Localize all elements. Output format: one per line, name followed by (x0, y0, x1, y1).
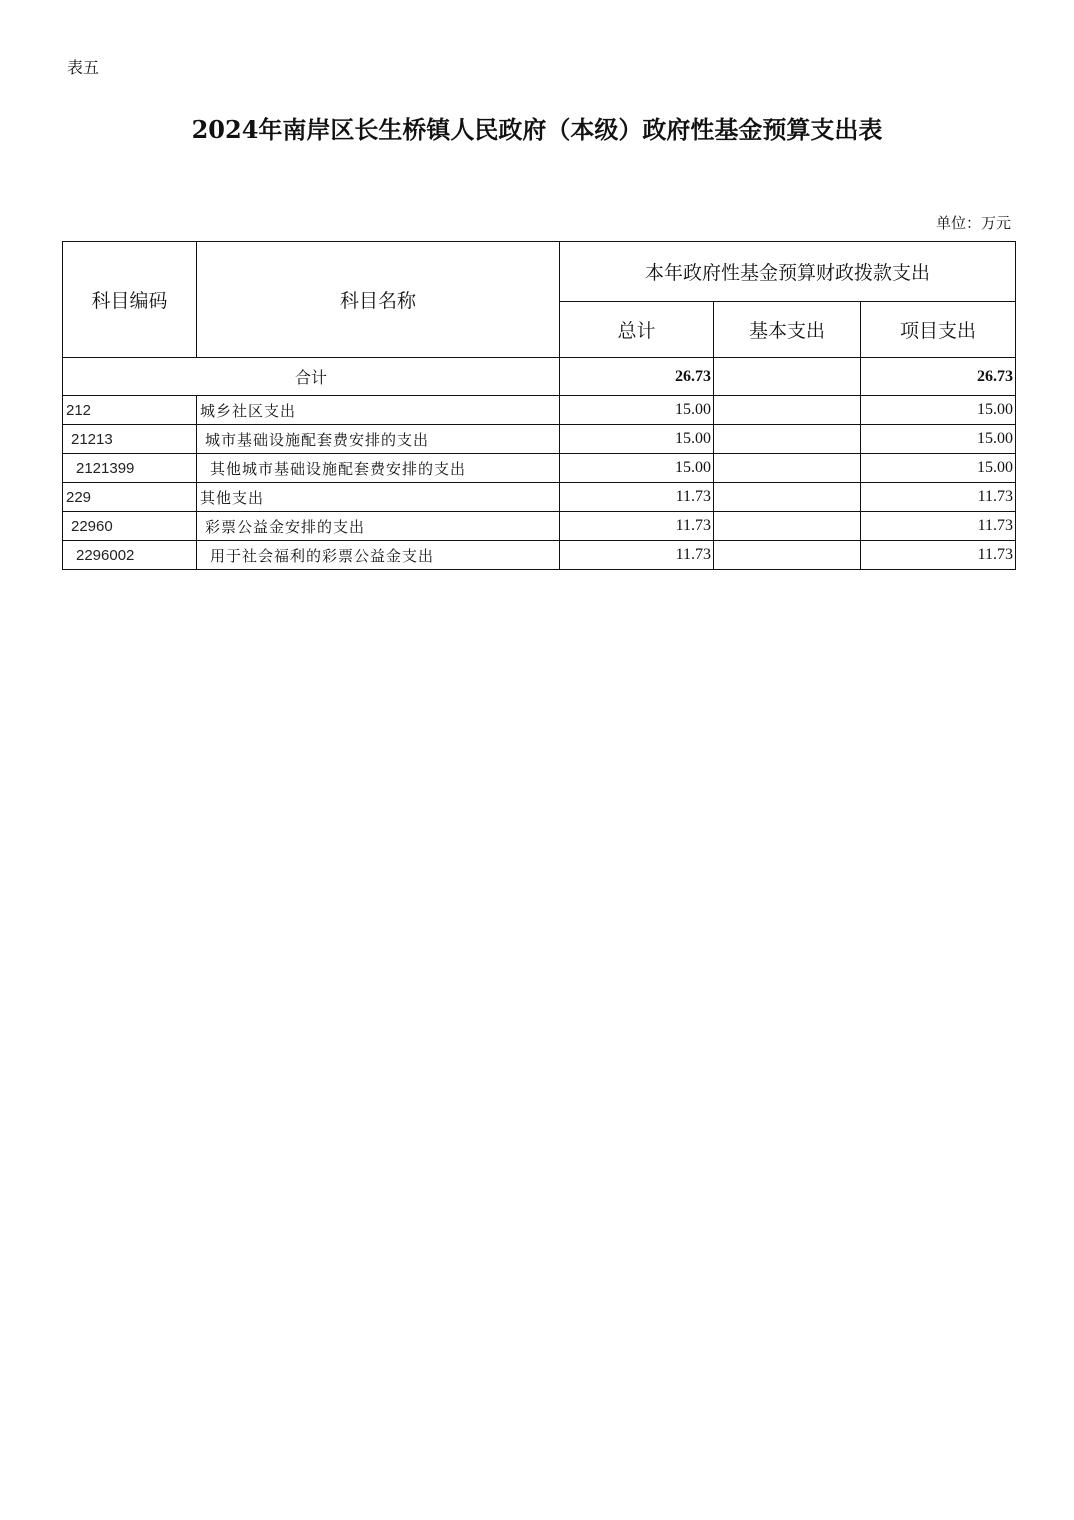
row-basic (714, 425, 861, 454)
table-row (63, 541, 1016, 570)
header-basic: 基本支出 (714, 302, 861, 358)
row-total: 15.00 (560, 425, 714, 454)
row-basic (714, 396, 861, 425)
total-row (63, 358, 1016, 396)
row-name: 其他支出 (197, 483, 560, 512)
row-code: 2121399 (63, 454, 197, 483)
table-row (63, 512, 1016, 541)
total-label: 合计 (63, 358, 560, 396)
budget-table (62, 241, 1016, 570)
row-project: 15.00 (861, 454, 1016, 483)
row-name: 彩票公益金安排的支出 (197, 512, 560, 541)
row-total: 11.73 (560, 512, 714, 541)
row-basic (714, 541, 861, 570)
row-project: 11.73 (861, 512, 1016, 541)
row-total: 15.00 (560, 454, 714, 483)
row-total: 11.73 (560, 483, 714, 512)
header-group: 本年政府性基金预算财政拨款支出 (560, 242, 1016, 302)
total-basic (714, 358, 861, 396)
row-total: 15.00 (560, 396, 714, 425)
table-row (63, 425, 1016, 454)
row-code: 21213 (63, 425, 197, 454)
header-name: 科目名称 (197, 242, 560, 358)
table-row (63, 454, 1016, 483)
row-basic (714, 512, 861, 541)
row-total: 11.73 (560, 541, 714, 570)
row-name: 用于社会福利的彩票公益金支出 (197, 541, 560, 570)
row-project: 15.00 (861, 425, 1016, 454)
header-total: 总计 (560, 302, 714, 358)
table-row (63, 483, 1016, 512)
row-project: 11.73 (861, 483, 1016, 512)
header-row-top (63, 242, 1016, 302)
header-code: 科目编码 (63, 242, 197, 358)
total-project: 26.73 (861, 358, 1016, 396)
row-project: 11.73 (861, 541, 1016, 570)
table-row (63, 396, 1016, 425)
unit-label: 单位：万元 (935, 214, 1011, 232)
header-project: 项目支出 (861, 302, 1016, 358)
row-code: 229 (63, 483, 197, 512)
row-basic (714, 454, 861, 483)
table-label: 表五 (67, 58, 100, 77)
total-sum: 26.73 (560, 358, 714, 396)
row-project: 15.00 (861, 396, 1016, 425)
row-code: 2296002 (63, 541, 197, 570)
row-name: 城乡社区支出 (197, 396, 560, 425)
row-code: 212 (63, 396, 197, 425)
row-name: 其他城市基础设施配套费安排的支出 (197, 454, 560, 483)
row-basic (714, 483, 861, 512)
document-title: 2024年南岸区长生桥镇人民政府（本级）政府性基金预算支出表 (191, 115, 883, 144)
row-name: 城市基础设施配套费安排的支出 (197, 425, 560, 454)
row-code: 22960 (63, 512, 197, 541)
